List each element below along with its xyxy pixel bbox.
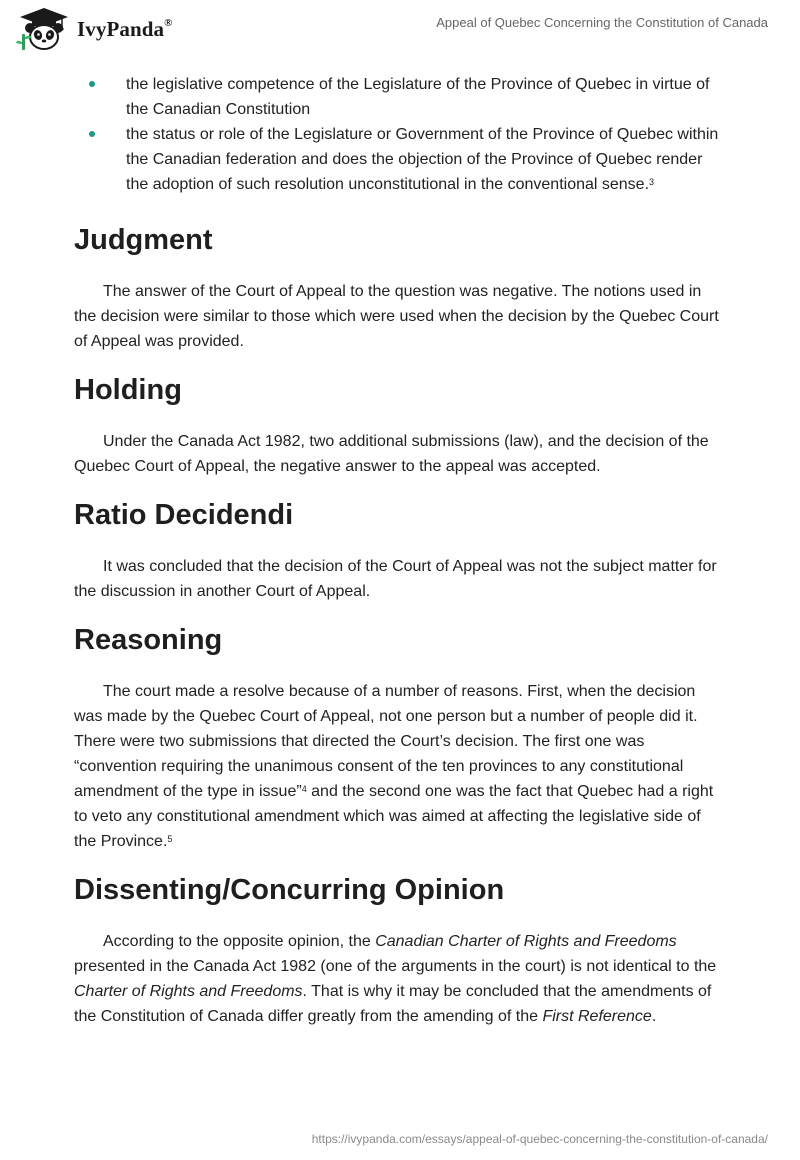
- brand-logo[interactable]: [16, 6, 173, 52]
- judgment-paragraph: The answer of the Court of Appeal to the question was negative. The notions used in the decision were similar to those which were used when the decision by the Quebec Court of Appeal was provided.: [74, 283, 719, 350]
- running-title: Appeal of Quebec Concerning the Constitution of Canada: [436, 15, 768, 30]
- footnote-ref[interactable]: 3: [649, 177, 655, 187]
- brand-name: IvyPanda®: [77, 16, 173, 41]
- section-heading-judgment: Judgment: [74, 224, 213, 256]
- footnote-ref[interactable]: 4: [301, 784, 307, 794]
- list-item: the status or role of the Legislature or Government of the Province of Quebec within the Canadian federation and does the objection of the Province of Quebec render the adoption of such resolution unconstitutional in the conventional sense.$^3$: [74, 122, 724, 197]
- panda-logo-icon: [16, 6, 72, 52]
- document-body: [74, 72, 724, 1029]
- holding-paragraph: Under the Canada Act 1982, two additional submissions (law), and the decision of the Quebec Court of Appeal, the negative answer to the appeal was accepted.: [74, 433, 709, 475]
- bullet-icon: [89, 81, 95, 87]
- footnote-ref[interactable]: 5: [167, 834, 173, 844]
- page-header: [0, 0, 800, 60]
- section-heading-dissent: Dissenting/Concurring Opinion: [74, 874, 505, 906]
- dissent-paragraph: According to the opposite opinion, the Canadian Charter of Rights and Freedoms presented in the Canada Act 1982 (one of the arguments in the court) is not identical to the Charter of Rights and Freedoms. That is why it may be concluded that the amendments of the Constitution of Canada differ greatly from the amending of the First Reference.: [74, 933, 717, 1025]
- bullet-list: [74, 72, 724, 197]
- ratio-paragraph: It was concluded that the decision of the Court of Appeal was not the subject matter for the discussion in another Court of Appeal.: [74, 558, 717, 600]
- section-heading-reasoning: Reasoning: [74, 624, 223, 656]
- section-heading-ratio: Ratio Decidendi: [74, 499, 294, 531]
- reasoning-paragraph: The court made a resolve because of a number of reasons. First, when the decision was made by the Quebec Court of Appeal, not one person but a number of people did it. There were two submissions that directed the Court’s decision. The first one was “convention requiring the unanimous consent of the ten provinces to any constitutional amendment of the type in issue”$^4$ and the second one was the fact that Quebec had a right to veto any constitutional amendment which was aimed at affecting the legislative side of the Province.$^5$: [74, 683, 714, 850]
- bullet-icon: [89, 131, 95, 137]
- list-item: the legislative competence of the Legislature of the Province of Quebec in virtue of the Canadian Constitution: [74, 72, 724, 122]
- section-heading-holding: Holding: [74, 374, 182, 406]
- source-url[interactable]: https://ivypanda.com/essays/appeal-of-quebec-concerning-the-constitution-of-canada/: [311, 1132, 768, 1146]
